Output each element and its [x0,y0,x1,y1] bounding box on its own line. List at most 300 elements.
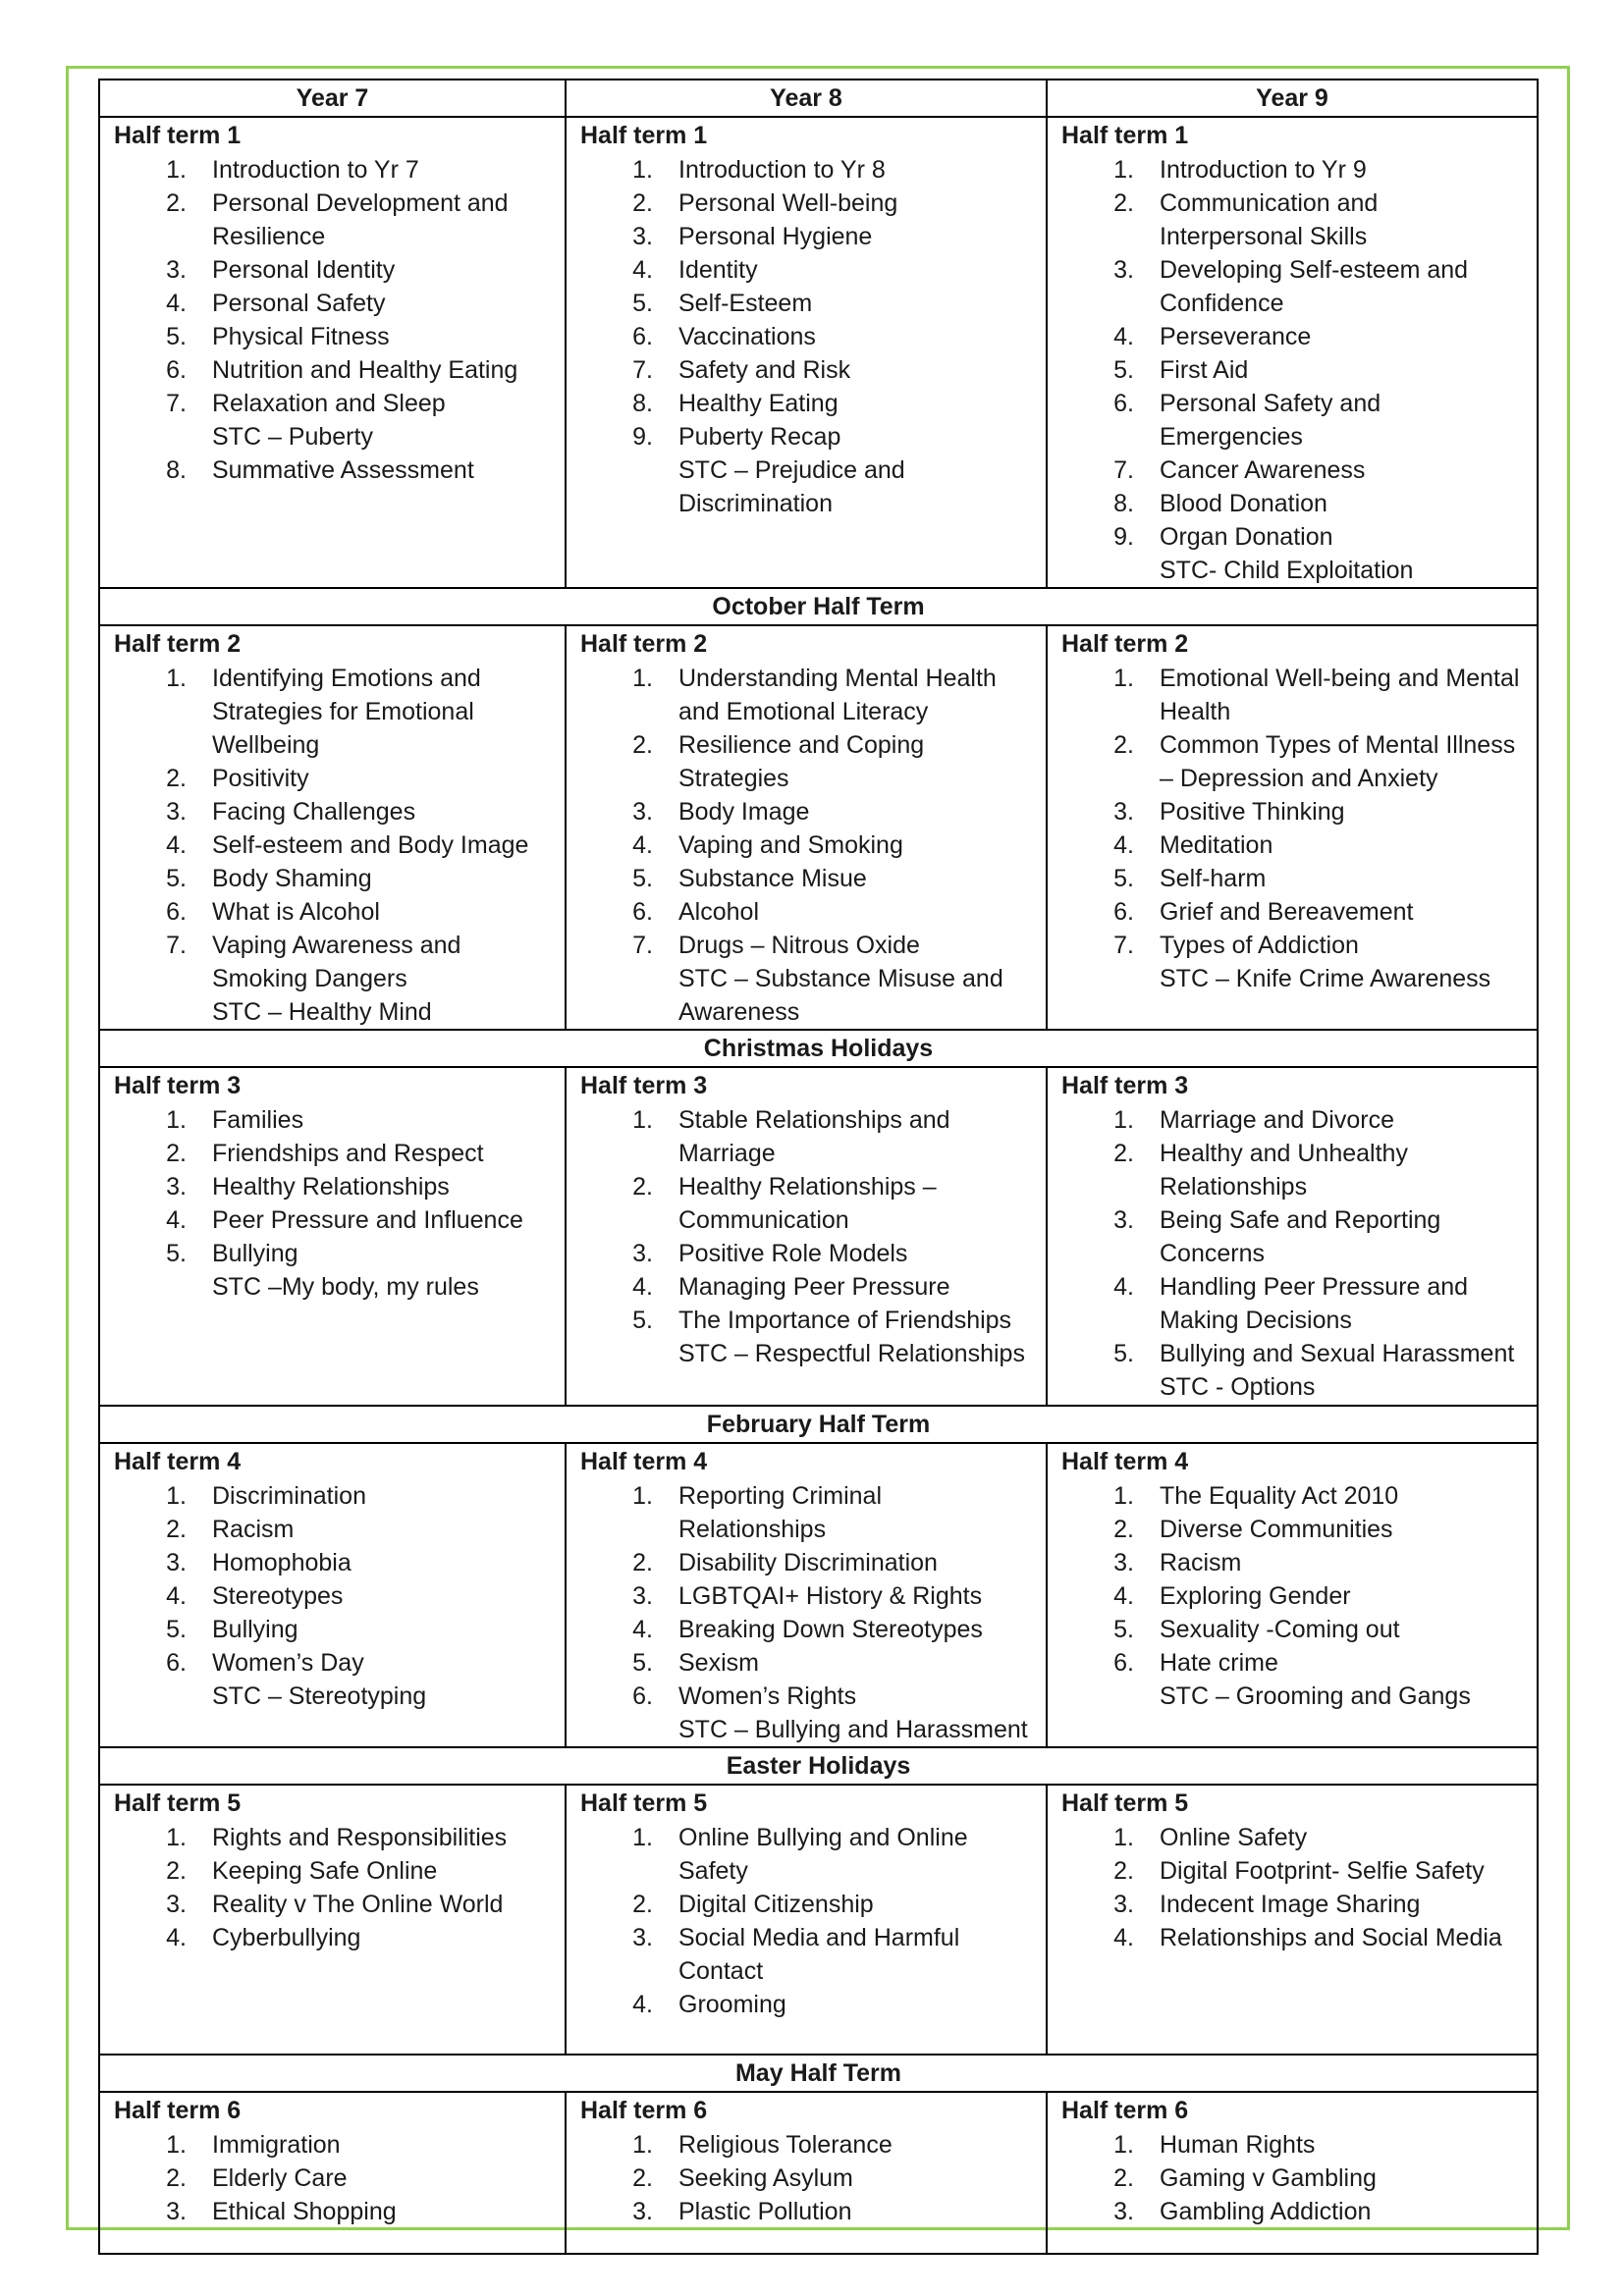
topic-text: Racism [1160,1549,1242,1576]
topic-text: Families [212,1106,304,1134]
topic-number: 6. [632,898,653,926]
topic-text: Seeking Asylum [678,2164,853,2192]
topic-text: Religious Tolerance [678,2131,893,2159]
topic-list [114,1479,551,1713]
topic-item [114,1103,551,1137]
topic-number: 2. [166,189,187,217]
topic-item [580,1579,1032,1613]
topic-text: Personal Identity [212,256,396,284]
topic-number: 2. [632,1891,653,1918]
year-header: Year 9 [1047,80,1538,117]
header-row [99,80,1538,117]
topic-text: Grooming [678,1991,786,2018]
topic-item [1061,520,1523,554]
topic-text: Self-harm [1160,865,1267,892]
topic-item [580,153,1032,187]
topic-item [114,929,551,995]
topic-item [1061,1103,1523,1137]
topic-text: Meditation [1160,831,1273,859]
curriculum-table [98,79,1539,2255]
topic-item [114,1479,551,1513]
topic-text: Cyberbullying [212,1924,361,1951]
topic-text: Personal Well-being [678,189,898,217]
topic-item [1061,1270,1523,1337]
topic-number: 1. [1113,1482,1134,1510]
topic-number: 2. [1113,189,1134,217]
topic-text: Stereotypes [212,1582,344,1610]
topic-item [114,895,551,929]
topic-number: 3. [1113,1206,1134,1234]
topic-list [114,2128,551,2228]
term-cell [99,1067,566,1406]
topic-number: 3. [166,798,187,826]
topic-text: Vaping Awareness and Smoking Dangers [212,932,461,992]
topic-number: 1. [1113,1106,1134,1134]
topic-item [114,1579,551,1613]
topic-item [114,287,551,320]
topic-text: Rights and Responsibilities [212,1824,508,1851]
topic-item [1061,187,1523,253]
topic-text: Handling Peer Pressure and Making Decisions [1160,1273,1469,1334]
topic-text: Self-Esteem [678,290,813,317]
topic-item [114,253,551,287]
topic-list [580,153,1032,520]
topic-number: 4. [1113,1924,1134,1951]
holiday-row [99,588,1538,625]
topic-number: 3. [632,1582,653,1610]
holiday-row [99,1030,1538,1067]
term-title: Half term 1 [580,122,708,149]
topic-item [580,420,1032,454]
topic-number: 4. [1113,323,1134,350]
topic-item [114,1613,551,1646]
topic-list [114,1103,551,1304]
topic-number: 4. [632,256,653,284]
term-cell [1047,625,1538,1030]
topic-item [580,353,1032,387]
topic-number: 3. [166,2198,187,2225]
topic-number: 3. [1113,2198,1134,2225]
topic-number: 3. [166,1549,187,1576]
topic-item [580,1270,1032,1304]
stc-item [1061,554,1523,587]
topic-text: Nutrition and Healthy Eating [212,356,518,384]
topic-item [580,1170,1032,1237]
topic-item [580,320,1032,353]
topic-number: 1. [166,2131,187,2159]
topic-item [1061,929,1523,962]
stc-item [114,1270,551,1304]
topic-text: Organ Donation [1160,523,1333,551]
topic-text: STC – Substance Misuse and Awareness [678,965,1003,1026]
topic-number: 3. [1113,1549,1134,1576]
topic-list [1061,1479,1523,1713]
term-cell [1047,1443,1538,1747]
topic-text: STC – Bullying and Harassment [678,1716,1028,1743]
topic-text: Understanding Mental Health and Emotional Literacy [678,665,997,725]
topic-text: Reality v The Online World [212,1891,504,1918]
topic-number: 3. [1113,256,1134,284]
term-cell [566,117,1047,588]
topic-number: 7. [166,932,187,959]
topic-number: 5. [166,865,187,892]
topic-list [1061,1103,1523,1404]
topic-text: Common Types of Mental Illness – Depression and Anxiety [1160,731,1516,792]
topic-text: Healthy and Unhealthy Relationships [1160,1140,1408,1201]
term-row [99,625,1538,1030]
topic-item [1061,1546,1523,1579]
topic-number: 5. [1113,1616,1134,1643]
term-title: Half term 3 [1061,1072,1189,1099]
topic-number: 2. [1113,1516,1134,1543]
topic-text: Positive Thinking [1160,798,1345,826]
stc-item [580,1337,1032,1370]
topic-number: 2. [632,731,653,759]
topic-number: 8. [166,456,187,484]
topic-number: 9. [632,423,653,451]
topic-item [114,828,551,862]
topic-item [580,662,1032,728]
topic-text: Keeping Safe Online [212,1857,438,1885]
topic-item [580,2128,1032,2162]
topic-item [114,1546,551,1579]
topic-text: Introduction to Yr 9 [1160,156,1367,184]
topic-text: Sexuality -Coming out [1160,1616,1400,1643]
topic-text: Discrimination [212,1482,366,1510]
topic-text: Vaping and Smoking [678,831,903,859]
topic-item [114,1646,551,1680]
term-title: Half term 3 [580,1072,708,1099]
term-cell [99,1443,566,1747]
topic-item [1061,1613,1523,1646]
topic-text: Healthy Relationships [212,1173,450,1201]
term-title: Half term 5 [1061,1789,1189,1817]
topic-item [114,2128,551,2162]
topic-item [114,662,551,762]
topic-list [580,2128,1032,2228]
topic-number: 2. [1113,1140,1134,1167]
topic-item [580,1680,1032,1713]
topic-number: 6. [1113,390,1134,417]
topic-number: 1. [1113,156,1134,184]
holiday-label: Easter Holidays [99,1747,1538,1785]
topic-text: Positive Role Models [678,1240,908,1267]
topic-item [580,1646,1032,1680]
topic-text: Personal Safety [212,290,386,317]
topic-number: 2. [1113,1857,1134,1885]
topic-item [580,1613,1032,1646]
topic-text: STC- Child Exploitation [1160,557,1414,584]
topic-item [1061,2195,1523,2228]
stc-item [114,420,551,454]
topic-item [580,1479,1032,1546]
topic-list [114,153,551,487]
topic-number: 5. [632,1649,653,1677]
topic-item [580,895,1032,929]
topic-text: Being Safe and Reporting Concerns [1160,1206,1441,1267]
topic-text: The Equality Act 2010 [1160,1482,1399,1510]
topic-number: 2. [1113,731,1134,759]
topic-number: 6. [1113,898,1134,926]
topic-number: 4. [166,290,187,317]
topic-text: First Aid [1160,356,1249,384]
topic-number: 3. [166,1173,187,1201]
topic-list [1061,662,1523,995]
topic-text: Indecent Image Sharing [1160,1891,1421,1918]
stc-item [1061,1680,1523,1713]
topic-item [1061,2128,1523,2162]
topic-text: Friendships and Respect [212,1140,484,1167]
topic-number: 2. [632,189,653,217]
topic-item [114,1513,551,1546]
topic-number: 5. [632,290,653,317]
topic-text: Reporting Criminal Relationships [678,1482,883,1543]
topic-number: 4. [166,831,187,859]
holiday-row [99,2055,1538,2092]
topic-number: 1. [632,665,653,692]
topic-number: 7. [632,932,653,959]
topic-text: Elderly Care [212,2164,348,2192]
topic-text: Bullying and Sexual Harassment [1160,1340,1515,1367]
topic-text: Stable Relationships and Marriage [678,1106,950,1167]
topic-text: STC – Knife Crime Awareness [1160,965,1491,992]
topic-text: Positivity [212,765,309,792]
topic-text: Hate crime [1160,1649,1278,1677]
topic-item [114,454,551,487]
topic-number: 2. [632,1173,653,1201]
topic-item [114,1237,551,1270]
topic-text: Developing Self-esteem and Confidence [1160,256,1469,317]
topic-text: Healthy Relationships – Communication [678,1173,937,1234]
topic-list [114,662,551,1029]
topic-text: Self-esteem and Body Image [212,831,529,859]
topic-number: 5. [1113,1340,1134,1367]
topic-text: Digital Citizenship [678,1891,874,1918]
topic-item [580,1546,1032,1579]
topic-item [580,1304,1032,1337]
topic-item [1061,1888,1523,1921]
topic-item [114,762,551,795]
topic-text: STC – Prejudice and Discrimination [678,456,905,517]
topic-text: Drugs – Nitrous Oxide [678,932,920,959]
topic-text: Facing Challenges [212,798,416,826]
term-title: Half term 6 [580,2097,708,2124]
topic-list [1061,153,1523,587]
term-row [99,1785,1538,2055]
topic-number: 4. [166,1206,187,1234]
topic-item [114,862,551,895]
term-cell [99,2092,566,2254]
topic-text: Blood Donation [1160,490,1327,517]
topic-text: Women’s Day [212,1649,364,1677]
topic-item [114,187,551,253]
term-cell [566,1067,1047,1406]
topic-number: 1. [166,1824,187,1851]
topic-number: 3. [1113,798,1134,826]
topic-number: 1. [1113,665,1134,692]
term-title: Half term 2 [580,630,708,658]
topic-number: 1. [1113,1824,1134,1851]
topic-item [114,1921,551,1954]
topic-number: 1. [1113,2131,1134,2159]
topic-item [114,1888,551,1921]
topic-number: 8. [1113,490,1134,517]
topic-number: 1. [166,1482,187,1510]
topic-list [1061,2128,1523,2228]
topic-item [1061,253,1523,320]
topic-item [580,387,1032,420]
topic-number: 3. [632,798,653,826]
topic-number: 4. [632,1273,653,1301]
term-title: Half term 6 [1061,2097,1189,2124]
stc-item [1061,1370,1523,1404]
topic-text: Physical Fitness [212,323,390,350]
term-title: Half term 4 [1061,1448,1189,1475]
topic-text: Alcohol [678,898,759,926]
topic-text: STC –My body, my rules [212,1273,479,1301]
topic-item [1061,1203,1523,1270]
topic-item [1061,1646,1523,1680]
topic-item [580,1888,1032,1921]
topic-number: 4. [632,1991,653,2018]
term-title: Half term 1 [114,122,242,149]
topic-item [1061,1579,1523,1613]
term-title: Half term 5 [114,1789,242,1817]
topic-text: Perseverance [1160,323,1312,350]
term-title: Half term 6 [114,2097,242,2124]
term-row [99,2092,1538,2254]
topic-item [114,1170,551,1203]
topic-item [1061,454,1523,487]
topic-item [580,728,1032,795]
topic-item [580,1821,1032,1888]
topic-text: Bullying [212,1616,298,1643]
topic-number: 5. [632,865,653,892]
term-cell [566,1443,1047,1747]
topic-number: 2. [166,2164,187,2192]
topic-text: STC – Respectful Relationships [678,1340,1025,1367]
topic-item [1061,1137,1523,1203]
topic-number: 7. [632,356,653,384]
topic-item [114,1854,551,1888]
topic-text: Gaming v Gambling [1160,2164,1377,2192]
stc-item [580,1713,1032,1746]
topic-text: STC – Puberty [212,423,373,451]
topic-text: Sexism [678,1649,759,1677]
topic-text: Diverse Communities [1160,1516,1393,1543]
topic-item [580,287,1032,320]
topic-text: Disability Discrimination [678,1549,938,1576]
topic-text: Immigration [212,2131,341,2159]
topic-item [580,220,1032,253]
topic-number: 5. [166,1240,187,1267]
topic-item [580,1103,1032,1170]
term-cell [1047,1067,1538,1406]
term-title: Half term 5 [580,1789,708,1817]
term-title: Half term 4 [114,1448,242,1475]
term-cell [566,2092,1047,2254]
topic-text: Managing Peer Pressure [678,1273,950,1301]
topic-text: Cancer Awareness [1160,456,1366,484]
topic-text: Personal Safety and Emergencies [1160,390,1381,451]
topic-list [580,662,1032,1029]
topic-list [580,1103,1032,1370]
topic-number: 4. [632,1616,653,1643]
topic-item [1061,387,1523,454]
topic-text: Resilience and Coping Strategies [678,731,925,792]
topic-text: STC – Healthy Mind [212,998,432,1026]
topic-number: 1. [632,1482,653,1510]
topic-item [114,320,551,353]
topic-number: 7. [166,390,187,417]
topic-text: Online Bullying and Online Safety [678,1824,968,1885]
topic-item [1061,895,1523,929]
topic-number: 5. [632,1307,653,1334]
topic-item [580,1237,1032,1270]
topic-number: 1. [632,1106,653,1134]
topic-number: 3. [166,1891,187,1918]
topic-number: 3. [166,256,187,284]
term-title: Half term 3 [114,1072,242,1099]
topic-item [580,929,1032,962]
topic-text: What is Alcohol [212,898,380,926]
topic-item [114,1203,551,1237]
holiday-row [99,1406,1538,1443]
term-row [99,1067,1538,1406]
topic-text: Social Media and Harmful Contact [678,1924,960,1985]
topic-text: STC - Options [1160,1373,1316,1401]
topic-text: Human Rights [1160,2131,1316,2159]
term-cell [566,625,1047,1030]
topic-item [580,2195,1032,2228]
year-header: Year 7 [99,80,566,117]
topic-text: Identity [678,256,758,284]
topic-item [1061,487,1523,520]
topic-item [114,2195,551,2228]
topic-text: Body Shaming [212,865,372,892]
topic-number: 4. [1113,831,1134,859]
topic-number: 2. [166,1140,187,1167]
topic-item [1061,1513,1523,1546]
topic-number: 2. [166,1857,187,1885]
topic-text: Plastic Pollution [678,2198,852,2225]
topic-item [114,2162,551,2195]
topic-item [114,353,551,387]
topic-number: 1. [632,156,653,184]
topic-item [1061,2162,1523,2195]
topic-item [1061,1821,1523,1854]
topic-text: Personal Hygiene [678,223,873,250]
holiday-row [99,1747,1538,1785]
topic-text: LGBTQAI+ History & Rights [678,1582,983,1610]
stc-item [114,995,551,1029]
topic-item [114,387,551,420]
topic-number: 4. [1113,1582,1134,1610]
topic-item [114,1137,551,1170]
stc-item [580,962,1032,1029]
topic-item [1061,320,1523,353]
topic-number: 7. [1113,932,1134,959]
topic-item [114,795,551,828]
term-cell [1047,2092,1538,2254]
topic-text: The Importance of Friendships [678,1307,1012,1334]
topic-list [580,1479,1032,1746]
topic-text: Puberty Recap [678,423,841,451]
holiday-label: February Half Term [99,1406,1538,1443]
topic-item [580,1921,1032,1988]
topic-number: 2. [166,765,187,792]
topic-number: 4. [1113,1273,1134,1301]
